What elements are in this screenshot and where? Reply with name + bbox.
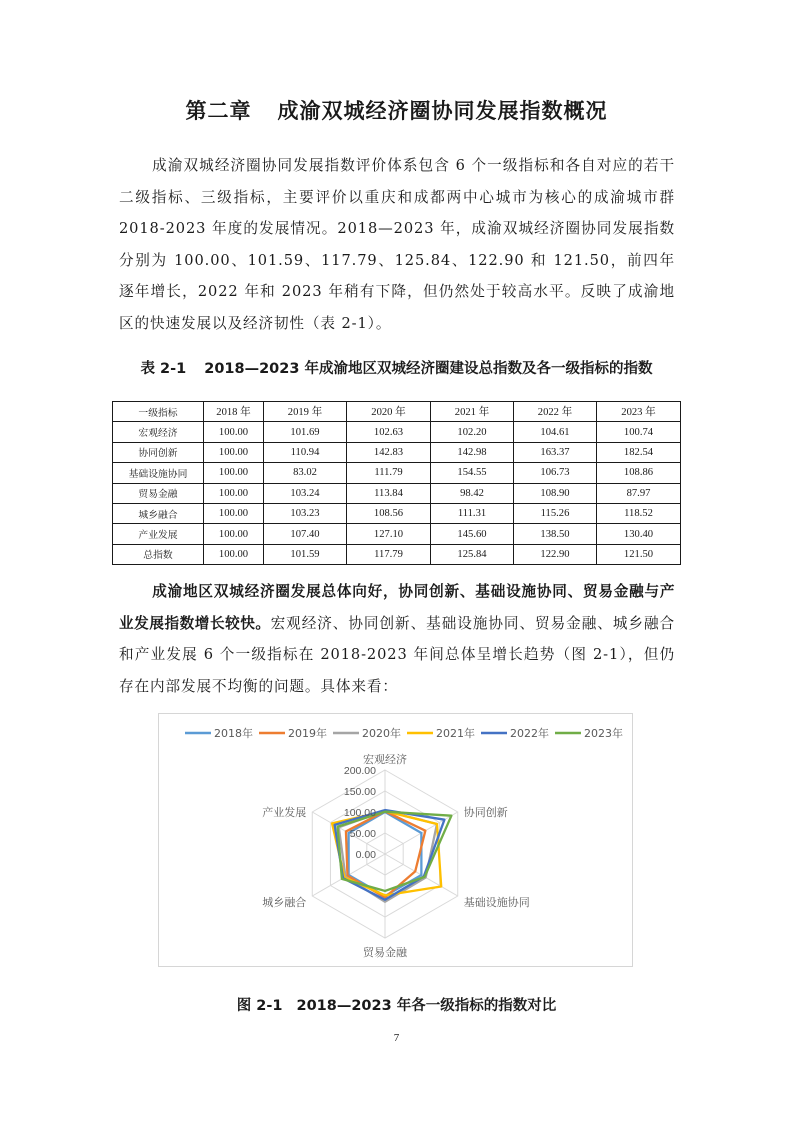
table-row	[113, 503, 681, 523]
table-row-label: 产业发展	[113, 524, 204, 544]
radar-tick-label: 200.00	[343, 765, 376, 777]
table-cell: 111.31	[431, 503, 514, 523]
radar-axis-label: 协同创新	[463, 806, 508, 819]
table-caption-number: 表 2-1	[140, 361, 187, 377]
table-row	[113, 463, 681, 483]
table-row	[113, 544, 681, 564]
table-cell: 100.00	[204, 463, 264, 483]
legend-label: 2018年	[214, 727, 253, 740]
table-cell: 100.00	[204, 422, 264, 442]
index-table	[112, 401, 681, 565]
chapter-heading: 成渝双城经济圈协同发展指数概况	[277, 99, 608, 123]
table-cell: 103.23	[264, 503, 347, 523]
table-cell: 117.79	[347, 544, 431, 564]
table-header-cell: 2019 年	[264, 402, 347, 422]
table-cell: 138.50	[514, 524, 597, 544]
radar-axis-label: 贸易金融	[363, 946, 407, 959]
legend-label: 2021年	[436, 727, 475, 740]
table-cell: 122.90	[514, 544, 597, 564]
table-cell: 121.50	[597, 544, 681, 564]
figure-caption-text: 2018—2023 年各一级指标的指数对比	[296, 998, 557, 1014]
analysis-paragraph-bold: 成渝地区双城经济圈发展总体向好，协同创新、基础设施协同、贸易金融与产业发展指数增长较快。	[119, 583, 675, 632]
table-row-label: 宏观经济	[113, 422, 204, 442]
table-cell: 102.63	[347, 422, 431, 442]
table-header-cell: 2023 年	[597, 402, 681, 422]
radar-axis-label: 基础设施协同	[463, 896, 530, 909]
table-cell: 103.24	[264, 483, 347, 503]
table-row	[113, 483, 681, 503]
table-cell: 145.60	[431, 524, 514, 544]
table-row-label: 协同创新	[113, 442, 204, 462]
chapter-number: 第二章	[185, 99, 252, 123]
table-caption-text: 2018—2023 年成渝地区双城经济圈建设总指数及各一级指标的指数	[204, 361, 653, 377]
intro-paragraph-text: 成渝双城经济圈协同发展指数评价体系包含 6 个一级指标和各自对应的若干二级指标、三级指标，主要评价以重庆和成都两中心城市为核心的成渝城市群 2018-2023 年度的发展情况。2018—2023 年，成渝双城经济圈协同发展指数分别为 100.00、101.59、117.79、125.84、122.90 和 121.50，前四年逐年增长，2022 年和 2023 年稍有下降，但仍然处于较高水平。反映了成渝地区的快速发展以及经济韧性（表 2-1）。	[119, 157, 675, 332]
table-header-cell: 2020 年	[347, 402, 431, 422]
table-caption	[0, 357, 793, 378]
analysis-paragraph	[119, 576, 675, 702]
table-cell: 104.61	[514, 422, 597, 442]
radar-tick-label: 150.00	[343, 786, 376, 798]
table-cell: 98.42	[431, 483, 514, 503]
table-cell: 118.52	[597, 503, 681, 523]
table-header-row	[113, 402, 681, 422]
table-cell: 108.90	[514, 483, 597, 503]
radar-axis-label: 城乡融合	[262, 896, 307, 909]
table-cell: 154.55	[431, 463, 514, 483]
table-row	[113, 524, 681, 544]
table-row-label: 基础设施协同	[113, 463, 204, 483]
table-cell: 108.56	[347, 503, 431, 523]
table-cell: 110.94	[264, 442, 347, 462]
table-row-label: 总指数	[113, 544, 204, 564]
table-header-cell: 2018 年	[204, 402, 264, 422]
radar-axis-label: 宏观经济	[363, 753, 407, 766]
table-cell: 101.69	[264, 422, 347, 442]
table-cell: 142.98	[431, 442, 514, 462]
radar-tick-label: 0.00	[355, 849, 376, 861]
table-row	[113, 442, 681, 462]
table-row-label: 贸易金融	[113, 483, 204, 503]
table-row	[113, 422, 681, 442]
radar-tick-label: 50.00	[349, 828, 376, 840]
table-cell: 100.00	[204, 524, 264, 544]
table-cell: 100.00	[204, 483, 264, 503]
chapter-title	[0, 95, 793, 125]
legend-label: 2020年	[362, 727, 401, 740]
table-cell: 127.10	[347, 524, 431, 544]
table-cell: 163.37	[514, 442, 597, 462]
radar-chart-frame	[158, 713, 633, 967]
table-cell: 107.40	[264, 524, 347, 544]
analysis-paragraph-text: 宏观经济、协同创新、基础设施协同、贸易金融、城乡融合和产业发展 6 个一级指标在 2018-2023 年间总体呈增长趋势（图 2-1），但仍存在内部发展不均衡的问题。具体来看：	[119, 614, 675, 695]
table-cell: 130.40	[597, 524, 681, 544]
table-cell: 182.54	[597, 442, 681, 462]
page-number: 7	[393, 1032, 400, 1044]
table-row-label: 城乡融合	[113, 503, 204, 523]
legend-label: 2023年	[584, 727, 623, 740]
table-cell: 125.84	[431, 544, 514, 564]
table-cell: 87.97	[597, 483, 681, 503]
table-header-cell: 2021 年	[431, 402, 514, 422]
figure-caption-number: 图 2-1	[236, 998, 283, 1014]
table-cell: 115.26	[514, 503, 597, 523]
table-cell: 111.79	[347, 463, 431, 483]
table-cell: 108.86	[597, 463, 681, 483]
legend-label: 2019年	[288, 727, 327, 740]
table-cell: 83.02	[264, 463, 347, 483]
table-cell: 113.84	[347, 483, 431, 503]
radar-tick-label: 100.00	[343, 807, 376, 819]
table-body	[113, 422, 681, 565]
legend-label: 2022年	[510, 727, 549, 740]
table-cell: 142.83	[347, 442, 431, 462]
table-cell: 106.73	[514, 463, 597, 483]
table-cell: 100.00	[204, 544, 264, 564]
table-header-cell: 2022 年	[514, 402, 597, 422]
table-cell: 102.20	[431, 422, 514, 442]
radar-chart	[159, 714, 634, 968]
table-cell: 101.59	[264, 544, 347, 564]
table-cell: 100.74	[597, 422, 681, 442]
table-cell: 100.00	[204, 503, 264, 523]
table-header-cell: 一级指标	[113, 402, 204, 422]
figure-caption	[0, 994, 793, 1015]
radar-axis-label: 产业发展	[262, 806, 307, 819]
intro-paragraph	[119, 150, 675, 339]
table-cell: 100.00	[204, 442, 264, 462]
